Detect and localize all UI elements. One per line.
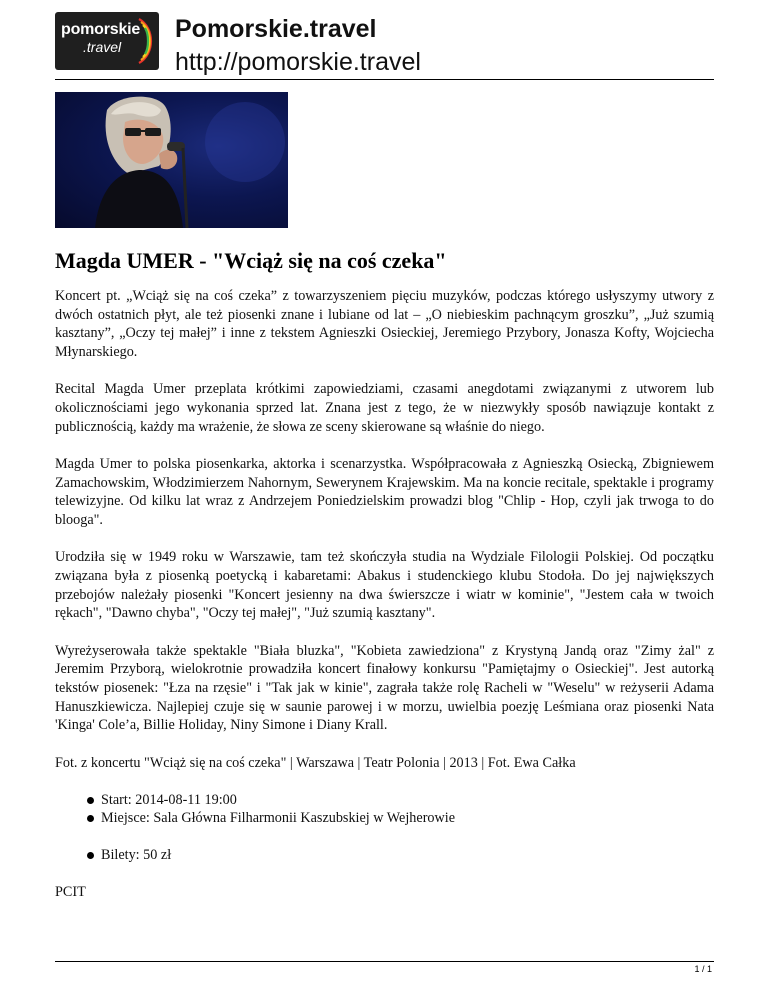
site-name: Pomorskie.travel bbox=[175, 15, 377, 43]
article-paragraph: Magda Umer to polska piosenkarka, aktorka i scenarzystka. Współpracowała z Agnieszką Osiecką, Zbigniewem Zamachowskim, Włodzimierzem Nahornym, Sewerynem Krajewskim. Ma na koncie recitale, spektakle i programy telewizyjne. Od kilku lat wraz z Andrzejem Poniedzielskim prowadzi blog "Chlip - Hop, czyli jak trwoga to do blooga". bbox=[55, 455, 714, 529]
footer-divider bbox=[55, 961, 714, 962]
rainbow-arc-icon bbox=[137, 16, 157, 66]
ticket-details-list bbox=[55, 846, 714, 865]
concert-photo bbox=[55, 92, 288, 228]
pomorskie-travel-logo[interactable] bbox=[55, 12, 159, 70]
logo-text-secondary: .travel bbox=[83, 39, 122, 55]
page-number: 1 / 1 bbox=[694, 964, 712, 974]
header-divider bbox=[55, 79, 714, 80]
site-url-link[interactable]: http://pomorskie.travel bbox=[175, 48, 421, 76]
event-start: Start: 2014-08-11 19:00 bbox=[101, 791, 237, 808]
article-body bbox=[55, 287, 714, 920]
article-title: Magda UMER - "Wciąż się na coś czeka" bbox=[55, 248, 447, 273]
bullet-icon bbox=[87, 815, 94, 822]
logo-text-primary: pomorskie bbox=[61, 21, 141, 38]
photo-credit: Fot. z koncertu "Wciąż się na coś czeka" | Warszawa | Teatr Polonia | 2013 | Fot. Ewa Całka bbox=[55, 754, 576, 771]
bullet-icon bbox=[87, 797, 94, 804]
organizer: PCIT bbox=[55, 883, 86, 900]
page-header bbox=[55, 12, 714, 82]
list-item bbox=[101, 846, 714, 865]
article-paragraph: Koncert pt. „Wciąż się na coś czeka” z towarzyszeniem pięciu muzyków, podczas którego usłyszymy utwory z dwóch ostatnich płyt, ale też piosenki znane i lubiane od lat – „O niebieskim pachnącym groszku”, „Już szumią kasztany”, „Oczy tej małej” i inne z tekstem Agnieszki Osieckiej, Jeremiego Przybory, Jonasza Kofty, Wojciecha Młynarskiego. bbox=[55, 288, 714, 361]
event-venue: Miejsce: Sala Główna Filharmonii Kaszubskiej w Wejherowie bbox=[101, 810, 455, 827]
article-paragraph: Urodziła się w 1949 roku w Warszawie, tam też skończyła studia na Wydziale Filologii Polskiej. Od początku związana była z piosenką poetycką i kabaretami: Abakus i studenckiego klubu Stodoła. Do jej największych przebojów należały piosenki "Koncert jesienny na dwa świerszcze i wiatr w kominie", "Jestem cała w twoich rękach", "Dawno chyba", "Oczy tej małej", "Już szumią kasztany". bbox=[55, 549, 714, 622]
bullet-icon bbox=[87, 852, 94, 859]
list-item bbox=[101, 791, 714, 810]
article-paragraph: Wyreżyserowała także spektakle "Biała bluzka", "Kobieta zawiedziona" z Krystyną Jandą oraz "Zimy żal" z Jeremim Przyborą, wielokrotnie prowadziła koncert finałowy konkursu "Pamiętajmy o Osieckiej". Jest autorką tekstów piosenek: "Łza na rzęsie" i "Tak jak w kinie", zagrała także rolę Racheli w "Weselu" w reżyserii Adama Hanuszkiewicza. Najlepiej czuje się w saunie parowej i w morzu, uwielbia poezję Leśmiana oraz piosenki Nata 'Kinga' Cole’a, Billie Holiday, Niny Simone i Diany Krall. bbox=[55, 642, 714, 734]
event-tickets: Bilety: 50 zł bbox=[101, 847, 172, 864]
list-item bbox=[101, 809, 714, 828]
event-details-list bbox=[55, 791, 714, 828]
article-paragraph: Recital Magda Umer przeplata krótkimi zapowiedziami, czasami anegdotami związanymi z utworem lub okolicznościami jego wykonania sprzed lat. Znana jest z tego, że w niezwykły sposób nawiązuje kontakt z publicznością, każdy ma wrażenie, że słowa ze sceny skierowane są właśnie do niego. bbox=[55, 381, 714, 435]
